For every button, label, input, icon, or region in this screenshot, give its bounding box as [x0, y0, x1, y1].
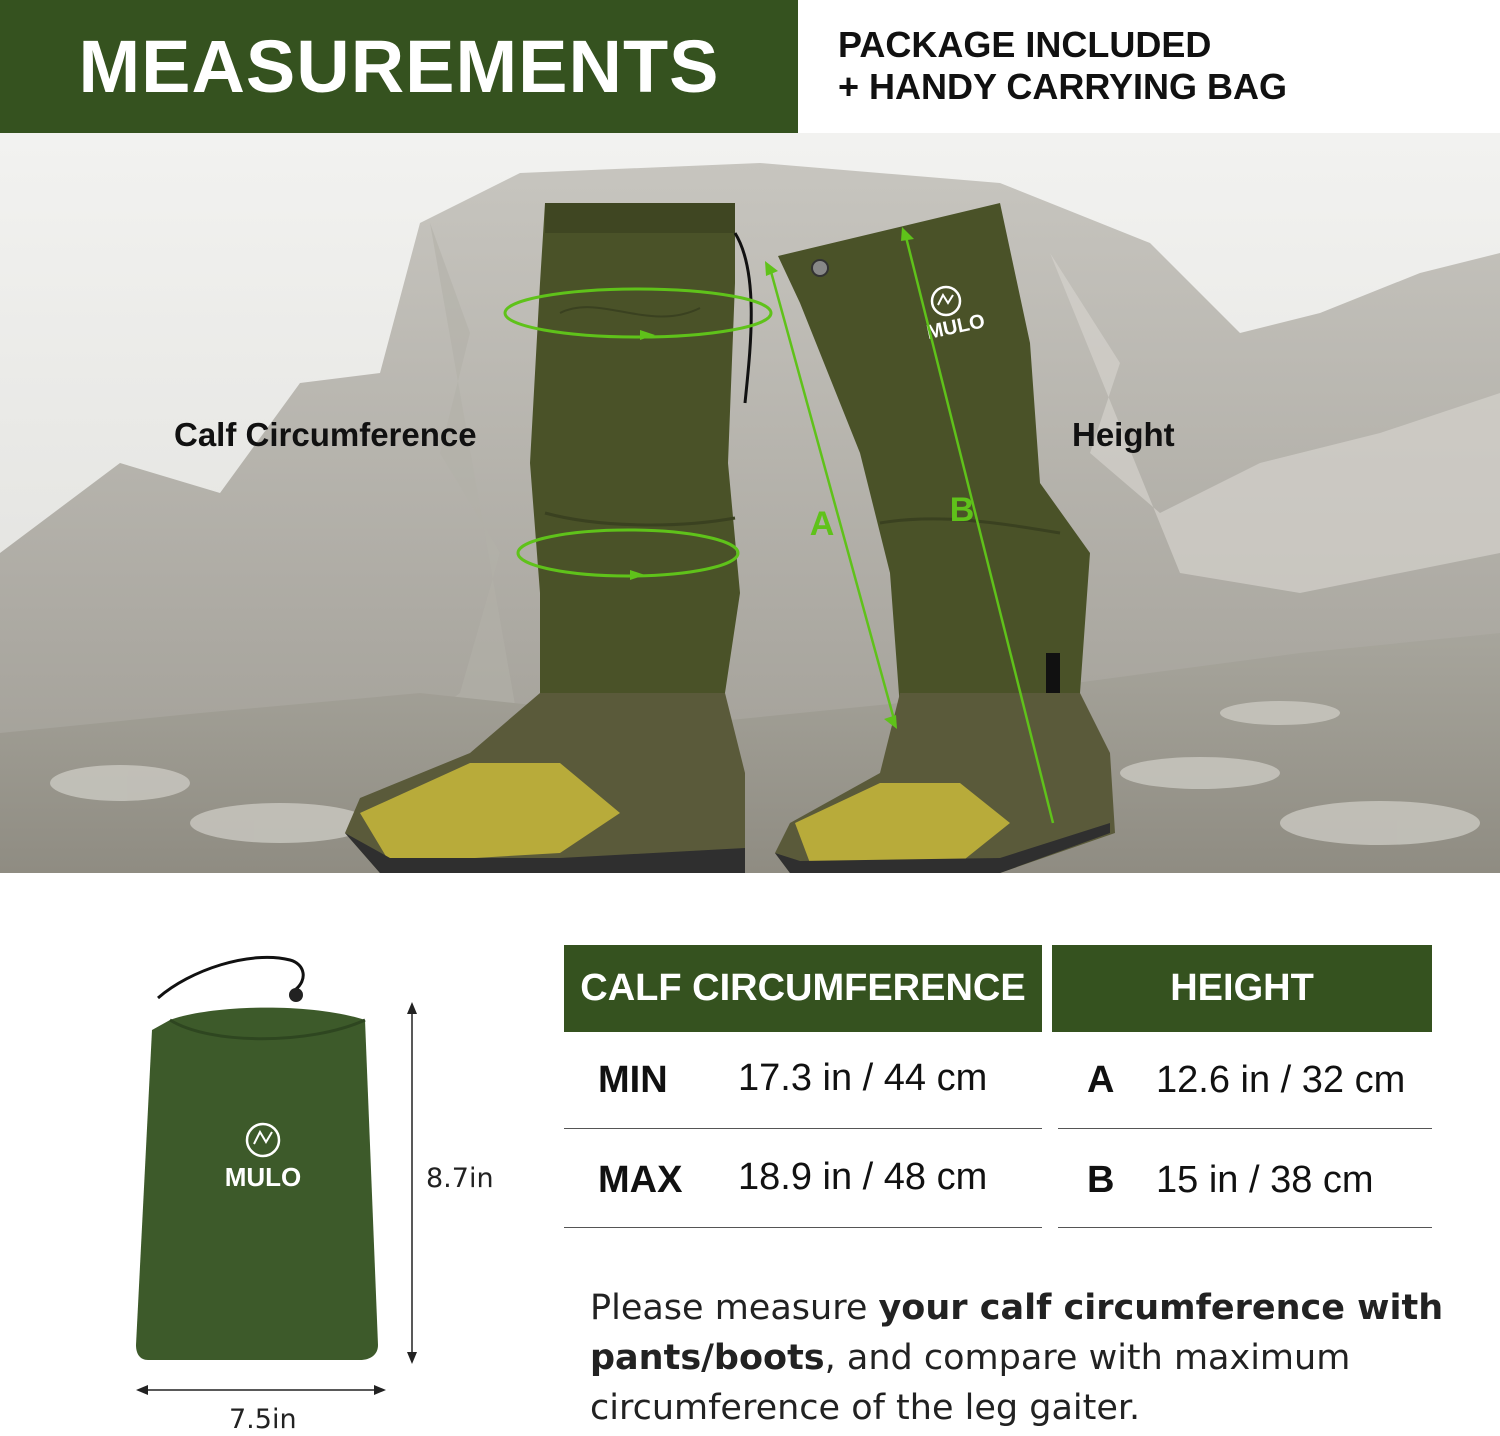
package-line-2: + HANDY CARRYING BAG [838, 66, 1288, 107]
bag-width-label: 7.5in [229, 1404, 297, 1435]
note-text: Please measure [590, 1288, 879, 1328]
page-title: MEASUREMENTS [0, 0, 798, 133]
bag-brand: MULO [224, 1162, 302, 1192]
calf-circumference-header: CALF CIRCUMFERENCE [564, 945, 1042, 1032]
height-a-key: A [1087, 1059, 1115, 1101]
table-divider [564, 1128, 1042, 1129]
height-label: Height [1072, 416, 1175, 453]
height-b-key: B [1087, 1159, 1115, 1201]
calf-max-key: MAX [598, 1159, 683, 1201]
height-header: HEIGHT [1052, 945, 1432, 1032]
note-emphasis: your calf circumference with pants/boots [590, 1288, 1444, 1378]
gaiter-brand: MULO [924, 310, 987, 345]
height-a-value: 12.6 in / 32 cm [1156, 1059, 1406, 1101]
left-gaiter [530, 203, 740, 708]
marker-b: B [949, 491, 975, 529]
measuring-note [590, 1283, 1470, 1433]
table-divider [1058, 1128, 1432, 1129]
gaiters-illustration [0, 133, 1500, 873]
bag-drawstring [158, 957, 303, 998]
note-text: , and compare with maximum circumference of the leg gaiter. [590, 1338, 1351, 1428]
calf-min-value: 17.3 in / 44 cm [738, 1057, 988, 1099]
marker-a: A [809, 505, 835, 543]
calf-max-value: 18.9 in / 48 cm [738, 1156, 988, 1198]
table-divider [1058, 1227, 1432, 1228]
table-divider [564, 1227, 1042, 1228]
bag-height-label: 8.7in [426, 1163, 494, 1194]
calf-circumference-label: Calf Circumference [174, 416, 477, 453]
height-b-value: 15 in / 38 cm [1156, 1159, 1374, 1201]
product-photo [0, 133, 1500, 873]
package-info [838, 24, 1287, 108]
package-line-1: PACKAGE INCLUDED [838, 24, 1212, 65]
calf-min-key: MIN [598, 1059, 668, 1101]
snap-button [812, 260, 828, 276]
